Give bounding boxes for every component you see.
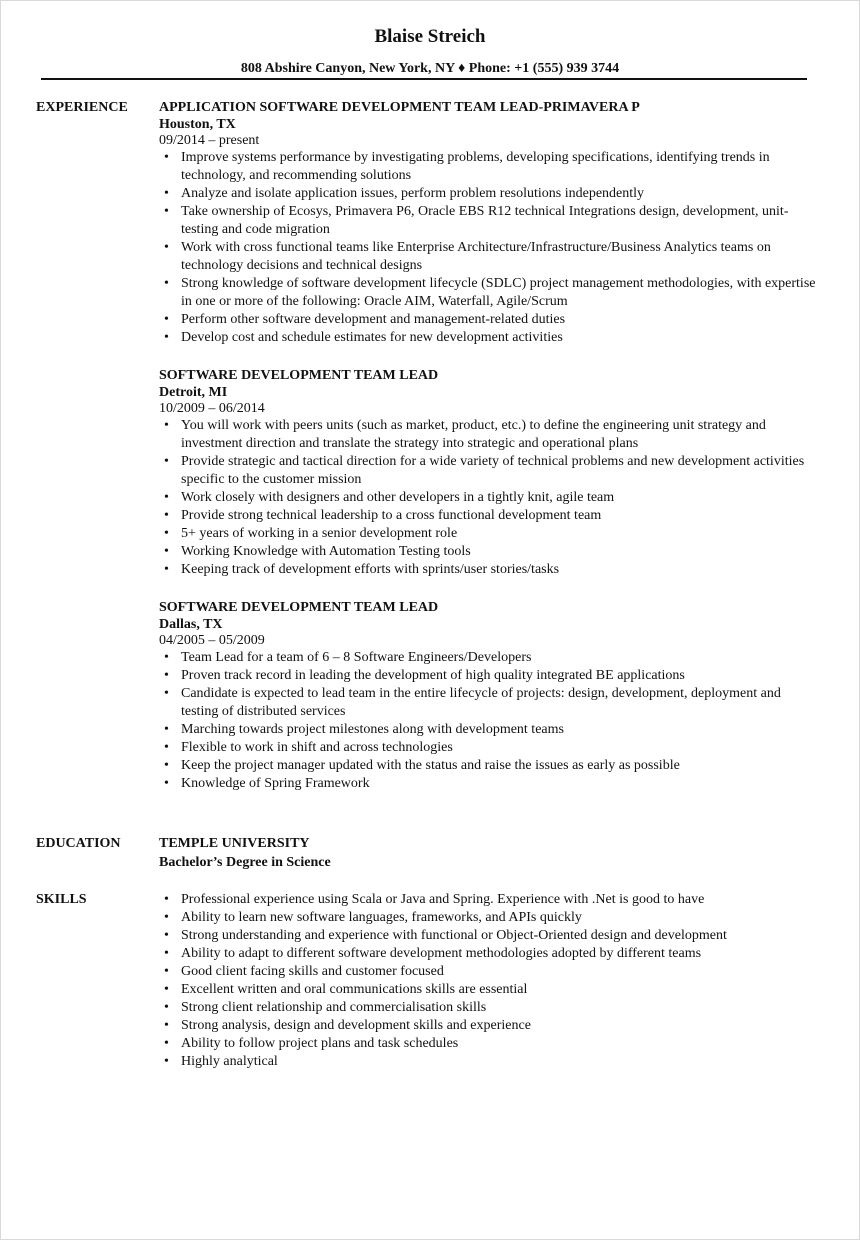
job-bullets <box>159 149 819 347</box>
job-location: Detroit, MI <box>159 385 228 400</box>
skill-item: • Professional experience using Scala or Java and Spring. Experience with .Net is good to have <box>159 891 819 909</box>
job-location: Dallas, TX <box>159 617 223 632</box>
bullet-item: • Candidate is expected to lead team in the entire lifecycle of projects: design, development, deployment and testing of distributed services <box>159 685 819 721</box>
skill-item: • Strong analysis, design and development skills and experience <box>159 1017 819 1035</box>
job-bullets <box>159 649 819 793</box>
school-name: TEMPLE UNIVERSITY <box>159 836 310 851</box>
bullet-item: • Strong knowledge of software development lifecycle (SDLC) project management methodologies, with expertise in one or more of the following: Oracle AIM, Waterfall, Agile/Scrum <box>159 275 819 311</box>
experience-content <box>159 99 819 813</box>
contact-line: 808 Abshire Canyon, New York, NY ♦ Phone: +1 (555) 939 3744 <box>240 61 620 76</box>
skills-list <box>159 891 819 1071</box>
bullet-item: • Perform other software development and management-related duties <box>159 311 819 329</box>
bullet-item: • Work closely with designers and other developers in a tightly knit, agile team <box>159 489 819 507</box>
bullet-item: • Provide strong technical leadership to a cross functional development team <box>159 507 819 525</box>
skills-heading: SKILLS <box>36 892 87 907</box>
bullet-item: • Keep the project manager updated with the status and raise the issues as early as possible <box>159 757 819 775</box>
skill-item: • Excellent written and oral communications skills are essential <box>159 981 819 999</box>
job-title: APPLICATION SOFTWARE DEVELOPMENT TEAM LEAD-PRIMAVERA P <box>159 100 640 115</box>
bullet-item: • Take ownership of Ecosys, Primavera P6, Oracle EBS R12 technical Integrations design, development, unit-testing and code migration <box>159 203 819 239</box>
experience-heading: EXPERIENCE <box>36 100 128 115</box>
education-heading: EDUCATION <box>36 836 121 851</box>
job-bullets <box>159 417 819 579</box>
bullet-item: • Flexible to work in shift and across technologies <box>159 739 819 757</box>
skills-content <box>159 891 819 1071</box>
bullet-item: • Keeping track of development efforts with sprints/user stories/tasks <box>159 561 819 579</box>
job-entry <box>159 99 819 347</box>
skill-item: • Strong client relationship and commercialisation skills <box>159 999 819 1017</box>
job-dates: 10/2009 – 06/2014 <box>159 401 265 416</box>
skill-item: • Ability to adapt to different software development methodologies adopted by different teams <box>159 945 819 963</box>
bullet-item: • Provide strategic and tactical direction for a wide variety of technical problems and new development activities specific to the customer mission <box>159 453 819 489</box>
job-location: Houston, TX <box>159 117 236 132</box>
bullet-item: • Marching towards project milestones along with development teams <box>159 721 819 739</box>
degree: Bachelor’s Degree in Science <box>159 855 331 870</box>
job-entry <box>159 367 819 579</box>
bullet-item: • Proven track record in leading the development of high quality integrated BE applications <box>159 667 819 685</box>
bullet-item: • You will work with peers units (such as market, product, etc.) to define the engineering unit strategy and investment direction and translate the strategy into strategic and operational plans <box>159 417 819 453</box>
bullet-item: • Develop cost and schedule estimates for new development activities <box>159 329 819 347</box>
skill-item: • Strong understanding and experience with functional or Object-Oriented design and development <box>159 927 819 945</box>
job-title: SOFTWARE DEVELOPMENT TEAM LEAD <box>159 600 439 615</box>
bullet-item: • Work with cross functional teams like Enterprise Architecture/Infrastructure/Business Analytics teams on technology decisions and technical designs <box>159 239 819 275</box>
job-dates: 09/2014 – present <box>159 133 260 148</box>
job-title: SOFTWARE DEVELOPMENT TEAM LEAD <box>159 368 439 383</box>
resume-name: Blaise Streich <box>374 26 486 47</box>
skill-item: • Ability to follow project plans and task schedules <box>159 1035 819 1053</box>
skill-item: • Good client facing skills and customer focused <box>159 963 819 981</box>
bullet-item: • Knowledge of Spring Framework <box>159 775 819 793</box>
education-content <box>159 835 819 873</box>
bullet-item: • Team Lead for a team of 6 – 8 Software Engineers/Developers <box>159 649 819 667</box>
bullet-item: • Working Knowledge with Automation Testing tools <box>159 543 819 561</box>
skill-item: • Highly analytical <box>159 1053 819 1071</box>
bullet-item: • 5+ years of working in a senior development role <box>159 525 819 543</box>
bullet-item: • Analyze and isolate application issues, perform problem resolutions independently <box>159 185 819 203</box>
bullet-item: • Improve systems performance by investigating problems, developing specifications, identifying trends in technology, and recommending solutions <box>159 149 819 185</box>
job-dates: 04/2005 – 05/2009 <box>159 633 265 648</box>
skill-item: • Ability to learn new software languages, frameworks, and APIs quickly <box>159 909 819 927</box>
header-divider <box>41 78 807 80</box>
job-entry <box>159 599 819 793</box>
